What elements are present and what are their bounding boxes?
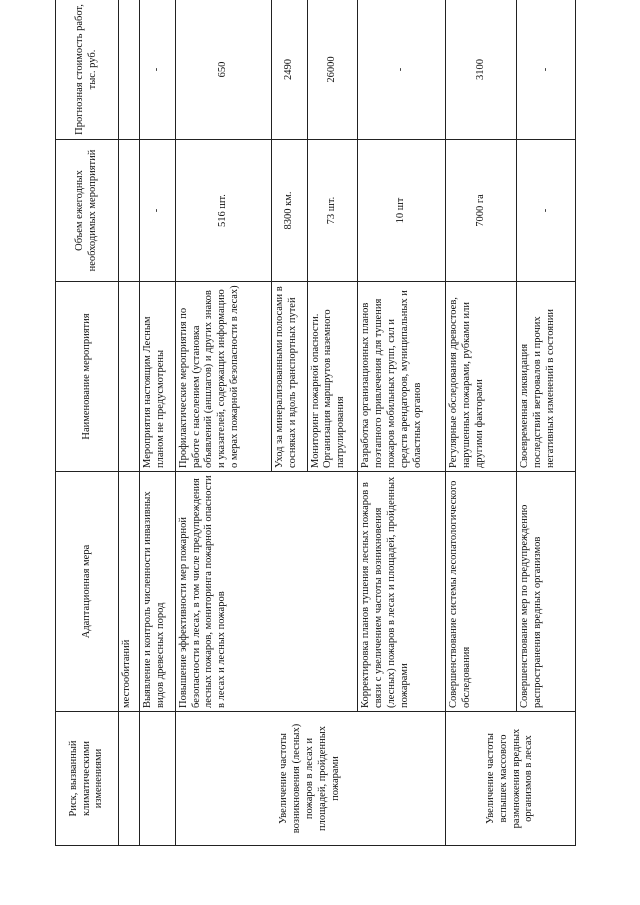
table-row	[140, 0, 176, 846]
table-row	[119, 0, 140, 846]
cost-cell: -	[517, 0, 576, 140]
activity-cell: Уход за минерализованными полосами в сосняках и вдоль транспортных путей	[271, 282, 307, 472]
measure-cell: местообитаний	[119, 472, 140, 712]
activity-cell: Мероприятия настоящим Лесным планом не предусмотрены	[140, 282, 176, 472]
volume-cell: 10 шт	[358, 140, 446, 282]
volume-cell	[119, 140, 140, 282]
cost-cell: -	[358, 0, 446, 140]
volume-cell: 516 шт.	[175, 140, 271, 282]
rotated-page	[55, 0, 576, 846]
measure-cell: Повышение эффективности мер пожарной безопасности в лесах, в том числе предупреждения лесных пожаров, мониторинга пожарной опасности в лесах и лесных пожаров	[175, 472, 358, 712]
risk-cell	[119, 712, 140, 846]
header-activity: Наименование мероприятия	[56, 282, 119, 472]
volume-cell: 73 шт.	[307, 140, 358, 282]
activity-cell: Профилактические мероприятия по работе с населением (установка объявлений (аншлагов) и других знаков и указателей, содержащих информацию о мерах пожарной безопасности в лесах)	[175, 282, 271, 472]
risk-cell	[140, 712, 176, 846]
table-row	[446, 0, 517, 846]
header-volume: Объем ежегодных необходимых мероприятий	[56, 140, 119, 282]
header-row	[56, 0, 119, 846]
activity-cell: Регулярные обследования древостоев, нарушенных пожарами, рубками или другими факторами	[446, 282, 517, 472]
activity-cell	[119, 282, 140, 472]
cost-cell: 3100	[446, 0, 517, 140]
measure-cell: Совершенствование мер по предупреждению распространения вредных организмов	[517, 472, 576, 712]
volume-cell: -	[140, 140, 176, 282]
activity-cell: Разработка организационных планов поэтапного привлечения для тушения пожаров мобильных групп, сил и средств арендаторов, муниципальных и областных органов	[358, 282, 446, 472]
measure-cell: Выявление и контроль численности инвазивных видов древесных пород	[140, 472, 176, 712]
risk-cell: Увеличение частоты вспышек массового размножения вредных организмов в лесах	[446, 712, 576, 846]
cost-cell	[119, 0, 140, 140]
measure-cell: Совершенствование системы лесопатологического обследования	[446, 472, 517, 712]
cost-cell: 2490	[271, 0, 307, 140]
header-risk: Риск, вызванный климатическими изменениями	[56, 712, 119, 846]
activity-cell: Мониторинг пожарной опасности. Организация маршрутов наземного патрулирования	[307, 282, 358, 472]
risk-cell: Увеличение частоты возникновения (лесных) пожаров в лесах и площадей, пройденных пожарами	[175, 712, 445, 846]
activity-cell: Своевременная ликвидация последствий ветровалов и прочих негативных изменений в состоянии	[517, 282, 576, 472]
header-cost: Прогнозная стоимость работ, тыс. руб.	[56, 0, 119, 140]
volume-cell: 7000 га	[446, 140, 517, 282]
table-row	[175, 0, 271, 846]
header-measure: Адаптационная мера	[56, 472, 119, 712]
volume-cell: 8300 км.	[271, 140, 307, 282]
cost-cell: 650	[175, 0, 271, 140]
cost-cell: 26000	[307, 0, 358, 140]
measure-cell: Корректировка планов тушения лесных пожаров в связи с увеличением частоты возникновения (лесных) пожаров в лесах и площадей, пройденных пожарами	[358, 472, 446, 712]
volume-cell: -	[517, 140, 576, 282]
adaptation-measures-table	[55, 0, 576, 846]
cost-cell: -	[140, 0, 176, 140]
